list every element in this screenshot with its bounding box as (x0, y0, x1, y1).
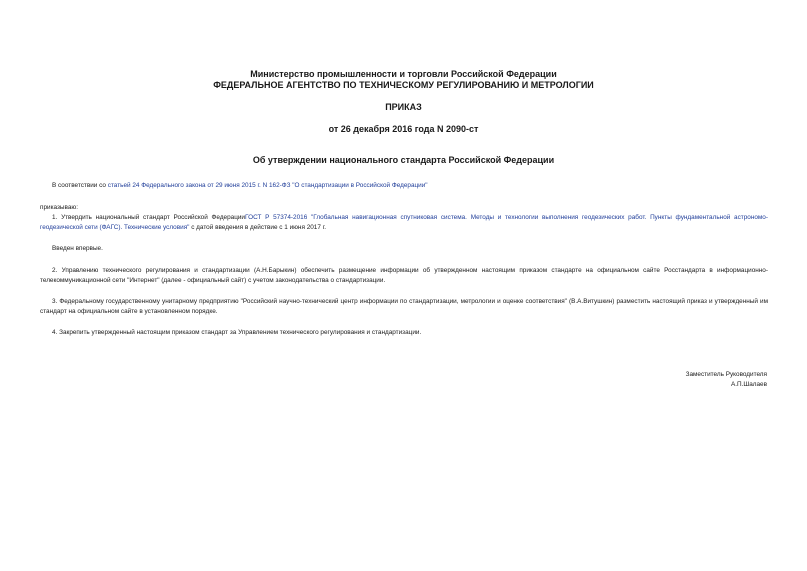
item-1-prefix: 1. Утвердить национальный стандарт Российской Федерации (52, 214, 246, 221)
item-1-suffix: с датой введения в действие с 1 июня 2017 г. (189, 224, 327, 231)
ministry-heading: Министерство промышленности и торговли Российской Федерации (250, 69, 557, 79)
paragraph-basis (40, 181, 768, 191)
agency-heading: ФЕДЕРАЛЬНОЕ АГЕНТСТВО ПО ТЕХНИЧЕСКОМУ РЕГУЛИРОВАНИЮ И МЕТРОЛОГИИ (213, 80, 594, 90)
paragraph-item-4: 4. Закрепить утвержденный настоящим приказом стандарт за Управлением технического регулирования и стандартизации. (52, 329, 422, 336)
paragraph-item-3: 3. Федеральному государственному унитарному предприятию "Российский научно-технический центр информации по стандартизации, метрологии и оценке соответствия" (В.А.Витушкин) разместить настоящий приказ и утвержденный им стандарт на официальном сайте в установленном порядке. (40, 298, 768, 315)
document-title: Об утверждении национального стандарта Российской Федерации (252, 155, 555, 165)
signature-name: А.П.Шалаев (730, 381, 767, 388)
paragraph-introduced: Введен впервые. (52, 245, 103, 252)
paragraph-item-1 (40, 213, 768, 233)
paragraph-basis-prefix: В соответствии со (52, 182, 108, 189)
document-type: ПРИКАЗ (385, 102, 422, 112)
signature-position: Заместитель Руководителя (685, 371, 767, 378)
date-number: от 26 декабря 2016 года N 2090-ст (328, 124, 479, 134)
law-link[interactable]: статьей 24 Федерального закона от 29 июня 2015 г. N 162-ФЗ "О стандартизации в Российской Федерации" (107, 182, 428, 189)
gost-link[interactable]: ГОСТ Р 57374-2016 "Глобальная навигационная спутниковая система. Методы и технологии выполнения геодезических работ. Пункты фундаментальной астрономо-геодезической сети (ФАГС). Технические условия" (40, 214, 768, 231)
paragraph-order-word: приказываю: (40, 204, 78, 211)
paragraph-item-2: 2. Управлению технического регулирования и стандартизации (А.Н.Барыкин) обеспечить размещение информации об утвержденном настоящим приказом стандарте на официальном сайте Росстандарта в информационно-телекоммуникационной сети "Интернет" (далее - официальный сайт) с учетом законодательства о стандартизации. (40, 267, 768, 284)
